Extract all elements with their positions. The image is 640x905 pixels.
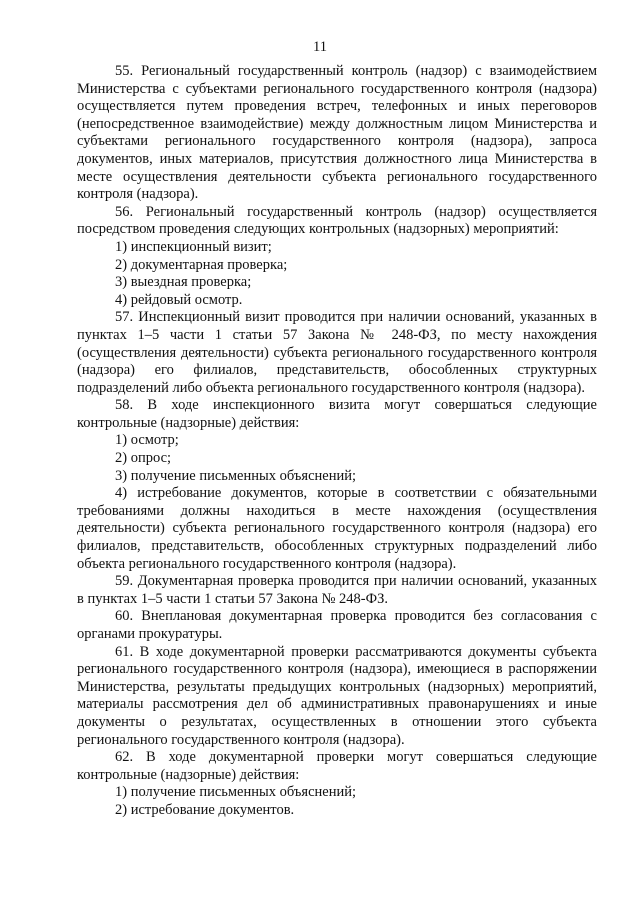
paragraph-60: 60. Внеплановая документарная проверка проводится без согласования с органами прокуратуры. bbox=[77, 608, 597, 642]
list-item: 2) истребование документов. bbox=[115, 801, 295, 818]
list-item: 2) опрос; bbox=[115, 450, 172, 467]
list-item: 1) получение письменных объяснений; bbox=[115, 784, 357, 801]
list-item: 3) выездная проверка; bbox=[115, 274, 252, 291]
list-item: 3) получение письменных объяснений; bbox=[115, 467, 357, 484]
paragraph-56: 56. Региональный государственный контроль (надзор) осуществляется посредством проведения следующих контрольных (надзорных) мероприятий: bbox=[77, 203, 597, 238]
list-item: 1) осмотр; bbox=[115, 432, 179, 449]
document-body bbox=[77, 63, 597, 820]
paragraph-62: 62. В ходе документарной проверки могут совершаться следующие контрольные (надзорные) действия: bbox=[77, 749, 597, 783]
list-item: 2) документарная проверка; bbox=[115, 256, 288, 273]
paragraph-58: 58. В ходе инспекционного визита могут совершаться следующие контрольные (надзорные) действия: bbox=[77, 397, 597, 431]
list-item: 1) инспекционный визит; bbox=[115, 238, 272, 255]
paragraph-55: 55. Региональный государственный контроль (надзор) с взаимодействием Министерства с субъектами регионального государственного контроля (надзора) осуществляется путем проведения встреч, телефонных и иных переговоров (непосредственное взаимодействие) между должностным лицом Министерства и субъектами регионального государственного контроля (надзора), запроса документов, иных материалов, присутствия должностного лица Министерства в месте осуществления деятельности субъекта регионального государственного контроля (надзора). bbox=[77, 63, 597, 203]
page-number: 11 bbox=[313, 39, 327, 55]
list-item: 4) рейдовый осмотр. bbox=[115, 291, 243, 308]
paragraph-59: 59. Документарная проверка проводится при наличии оснований, указанных в пунктах 1–5 части 1 статьи 57 Закона № 248-ФЗ. bbox=[77, 573, 597, 607]
paragraph-61: 61. В ходе документарной проверки рассматриваются документы субъекта регионального государственного контроля (надзора), имеющиеся в распоряжении Министерства, результаты предыдущих контрольных (надзорных) мероприятий, материалы рассмотрения дел об административных правонарушениях и иные документы о результатах, осуществленных в отношении этого субъекта регионального государственного контроля (надзора). bbox=[77, 643, 597, 748]
paragraph-57: 57. Инспекционный визит проводится при наличии оснований, указанных в пунктах 1–5 части 1 статьи 57 Закона № 248-ФЗ, по месту нахождения (осуществления деятельности) субъекта регионального государственного контроля (надзора) его филиалов, представительств, обособленных структурных подразделений либо объекта регионального государственного контроля (надзора). bbox=[77, 309, 597, 396]
list-item: 4) истребование документов, которые в соответствии с обязательными требованиями должны находиться в месте нахождения (осуществления деятельности) субъекта регионального государственного контроля (надзора) его филиалов, представительств, обособленных структурных подразделений либо объекта регионального государственного контроля (надзора). bbox=[77, 485, 597, 572]
